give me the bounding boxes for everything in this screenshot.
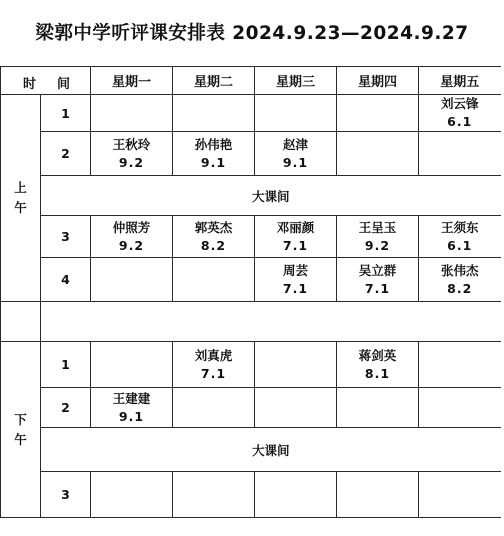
period-number (41, 258, 91, 302)
teacher-name: 刘云锋 (440, 96, 479, 111)
lesson-score: 7.1 (364, 280, 391, 296)
schedule-cell (419, 472, 501, 518)
schedule-cell (173, 472, 255, 518)
schedule-cell (91, 216, 173, 258)
session-label-char-1: 下 (14, 411, 27, 427)
schedule-row (1, 95, 501, 132)
day-header-label: 星期二 (193, 75, 233, 90)
session-label-char-1: 上 (14, 180, 27, 195)
day-header-label: 星期一 (111, 75, 151, 90)
schedule-cell (173, 216, 255, 258)
teacher-name: 周芸 (282, 262, 308, 278)
schedule-cell (337, 388, 419, 428)
teacher-name: 孙伟艳 (194, 136, 233, 152)
schedule-cell (255, 258, 337, 302)
schedule-row (1, 388, 501, 428)
period-number (41, 472, 91, 518)
lesson-entry (419, 95, 501, 131)
period-number-label: 1 (61, 105, 70, 121)
lesson-score: 9.2 (118, 237, 145, 253)
period-number (41, 132, 91, 176)
schedule-row (1, 258, 501, 302)
time-header-char-1: 时 (23, 77, 37, 92)
day-header (173, 67, 255, 95)
schedule-cell (255, 95, 337, 132)
schedule-cell (419, 95, 501, 132)
period-number-label: 4 (61, 272, 70, 287)
period-number-label: 2 (61, 400, 70, 415)
lesson-entry (173, 219, 254, 255)
lesson-score: 8.2 (200, 237, 227, 253)
schedule-row (1, 472, 501, 518)
schedule-cell (419, 132, 501, 176)
teacher-name: 郭英杰 (194, 219, 233, 235)
spacer-cell (41, 302, 501, 342)
teacher-name: 王须东 (440, 219, 479, 235)
schedule-cell (419, 258, 501, 302)
spacer-cell (1, 302, 41, 342)
lesson-score: 7.1 (282, 237, 309, 253)
lesson-score: 7.1 (282, 280, 309, 296)
schedule-cell (255, 472, 337, 518)
period-number-label: 2 (61, 146, 70, 161)
day-header-label: 星期三 (275, 75, 315, 90)
schedule-row (1, 428, 501, 472)
header-row (1, 67, 501, 95)
break-label: 大课间 (251, 442, 290, 458)
schedule-cell (173, 95, 255, 132)
teacher-name: 王秋玲 (112, 136, 151, 152)
lesson-score: 8.1 (364, 365, 391, 381)
lesson-entry (255, 262, 336, 298)
session-label-char-2: 午 (14, 431, 27, 447)
lesson-score: 9.1 (200, 154, 227, 170)
day-header (91, 67, 173, 95)
lesson-score: 7.1 (200, 365, 227, 381)
schedule-cell (255, 388, 337, 428)
lesson-entry (337, 262, 418, 298)
lesson-score: 9.2 (364, 237, 391, 253)
lesson-entry (173, 136, 254, 172)
lesson-entry (255, 136, 336, 172)
schedule-cell (91, 95, 173, 132)
teacher-name: 张伟杰 (440, 262, 479, 278)
session-label (1, 342, 41, 518)
day-header (419, 67, 501, 95)
teacher-name: 蒋剑英 (358, 347, 397, 363)
schedule-cell (173, 388, 255, 428)
schedule-cell (173, 342, 255, 388)
schedule-cell (255, 216, 337, 258)
schedule-row (1, 132, 501, 176)
day-header (255, 67, 337, 95)
schedule-row (1, 176, 501, 216)
lesson-score: 9.2 (118, 154, 145, 170)
schedule-cell (173, 132, 255, 176)
schedule-cell (337, 216, 419, 258)
lesson-score: 9.1 (118, 408, 145, 424)
break-row (41, 428, 501, 472)
schedule-cell (419, 388, 501, 428)
time-header (1, 67, 91, 95)
period-number (41, 388, 91, 428)
lesson-entry (91, 136, 172, 172)
schedule-table (0, 66, 501, 518)
schedule-cell (419, 216, 501, 258)
teacher-name: 王呈玉 (358, 219, 397, 235)
schedule-row (1, 342, 501, 388)
schedule-cell (91, 132, 173, 176)
session-label-char-2: 午 (14, 200, 27, 215)
schedule-cell (91, 258, 173, 302)
session-label (1, 95, 41, 302)
schedule-cell (255, 342, 337, 388)
lesson-entry (91, 390, 172, 426)
schedule-cell (255, 132, 337, 176)
schedule-cell (337, 472, 419, 518)
session-spacer-row (1, 302, 501, 342)
lesson-entry (173, 347, 254, 383)
schedule-cell (91, 342, 173, 388)
lesson-entry (337, 347, 418, 383)
day-header-label: 星期四 (357, 75, 397, 90)
teacher-name: 吴立群 (358, 262, 397, 278)
schedule-cell (91, 388, 173, 428)
lesson-entry (419, 262, 501, 298)
lesson-score: 8.2 (447, 280, 473, 296)
schedule-cell (173, 258, 255, 302)
day-header-label: 星期五 (440, 75, 480, 90)
break-row (41, 176, 501, 216)
day-header (337, 67, 419, 95)
lesson-entry (337, 219, 418, 255)
teacher-name: 刘真虎 (194, 347, 233, 363)
schedule-cell (337, 258, 419, 302)
teacher-name: 赵津 (282, 136, 308, 152)
schedule-cell (91, 472, 173, 518)
period-number-label: 3 (61, 487, 70, 502)
time-header-char-2: 间 (56, 77, 70, 92)
period-number (41, 216, 91, 258)
lesson-score: 6.1 (447, 237, 473, 253)
lesson-entry (419, 219, 501, 255)
teacher-name: 邓丽颜 (276, 219, 315, 235)
teacher-name: 仲照芳 (112, 219, 151, 235)
schedule-cell (337, 342, 419, 388)
schedule-cell (337, 132, 419, 176)
lesson-score: 9.1 (282, 154, 309, 170)
break-label: 大课间 (251, 188, 290, 204)
schedule-cell (419, 342, 501, 388)
lesson-entry (91, 219, 172, 255)
period-number-label: 1 (61, 357, 70, 372)
period-number-label: 3 (61, 229, 70, 244)
page-title: 梁郭中学听评课安排表 2024.9.23—2024.9.27 (35, 23, 469, 44)
schedule-row (1, 216, 501, 258)
lesson-score: 6.1 (447, 114, 473, 129)
period-number (41, 342, 91, 388)
period-number (41, 95, 91, 132)
lesson-entry (255, 219, 336, 255)
schedule-cell (337, 95, 419, 132)
teacher-name: 王建建 (112, 390, 151, 406)
